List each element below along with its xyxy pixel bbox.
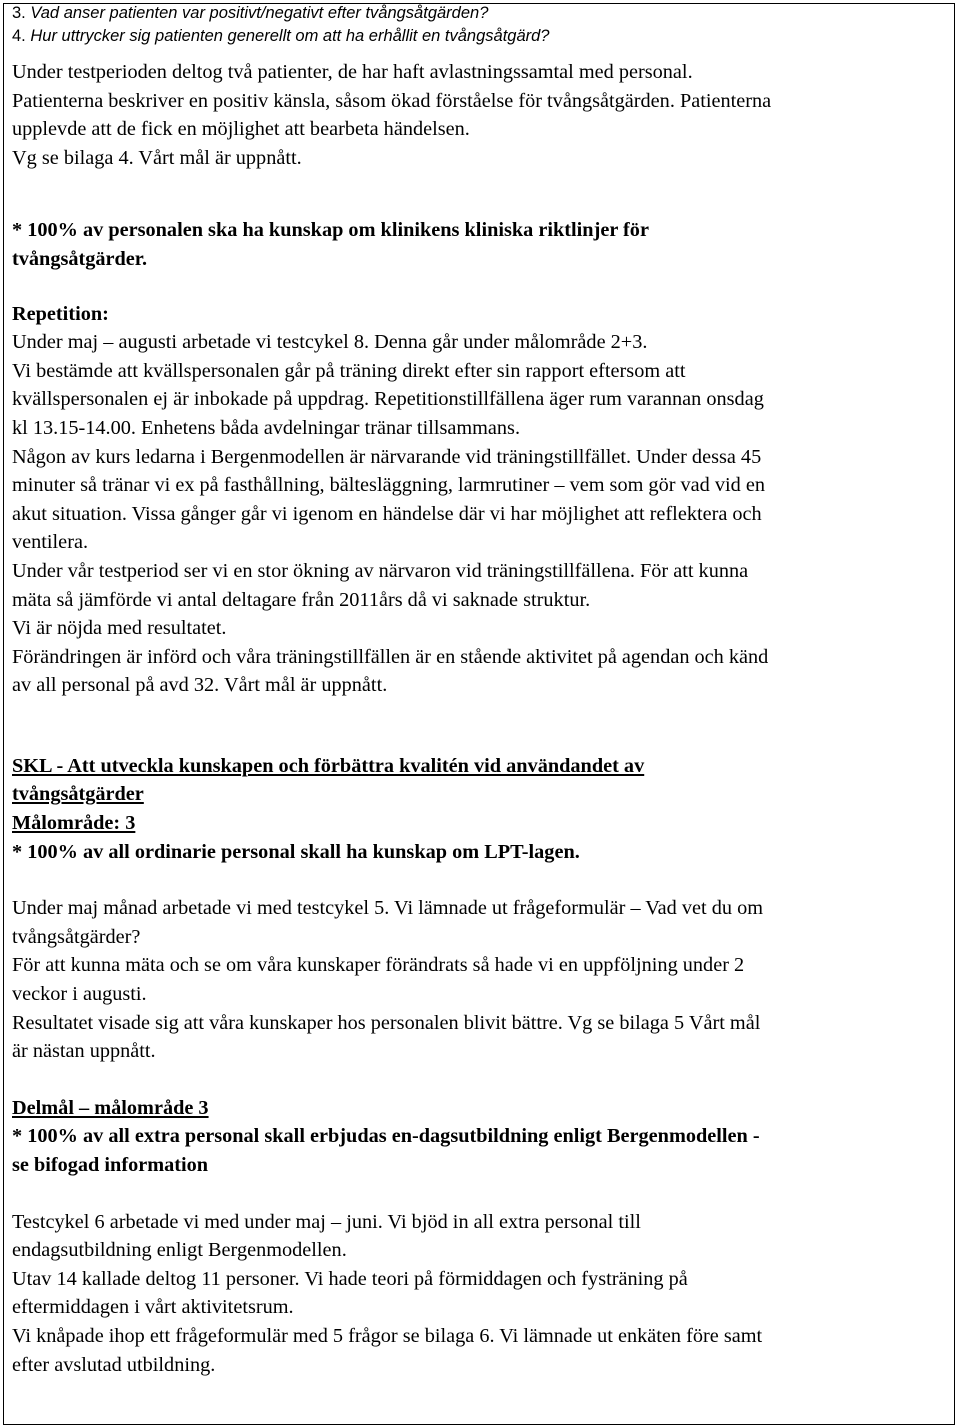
text-line: Resultatet visade sig att våra kunskaper hos personalen blivit bättre. Vg se bilaga 5 Vårt mål [12,1011,761,1034]
text-line: akut situation. Vissa gånger går vi igenom en händelse där vi har möjlighet att reflektera och [12,502,762,525]
text-line: mäta så jämförde vi antal deltagare från 2011års då vi saknade struktur. [12,588,591,611]
text-line: Vi bestämde att kvällspersonalen går på träning direkt efter sin rapport eftersom att [12,359,686,382]
goal-heading [12,216,942,273]
text-line: efter avslutad utbildning. [12,1353,216,1376]
text-line: Under maj månad arbetade vi med testcykel 5. Vi lämnade ut frågeformulär – Vad vet du om [12,897,764,920]
repetition-paragraph [12,328,942,700]
text-line: Under testperioden deltog två patienter, de har haft avlastningssamtal med personal. [12,61,693,83]
text-line: endagsutbildning enligt Bergenmodellen. [12,1239,347,1262]
malomrade-goal: * 100% av all ordinarie personal skall ha kunskap om LPT-lagen. [12,840,580,863]
document-body [12,2,942,1379]
text-line: är nästan uppnått. [12,1040,156,1063]
delmal-paragraph [12,1208,942,1380]
question-list [12,2,942,48]
text-line: Någon av kurs ledarna i Bergenmodellen är närvarande vid träningstillfället. Under dessa 45 [12,445,762,468]
intro-paragraph [12,58,942,172]
text-line: * 100% av personalen ska ha kunskap om klinikens kliniska riktlinjer för [12,219,649,242]
text-line: tvångsåtgärder. [12,247,148,270]
text-line: ventilera. [12,531,89,554]
delmal-goal [12,1122,942,1179]
delmal-heading: Delmål – målområde 3 [12,1096,209,1119]
text-line: Under vår testperiod ser vi en stor ökning av närvaron vid träningstillfällena. För att kunna [12,559,749,582]
text-line: upplevde att de fick en möjlighet att bearbeta händelsen. [12,118,470,141]
text-line: minuter så tränar vi ex på fasthållning, bältesläggning, larmrutiner – vem som gör vad vid en [12,474,766,497]
text-line: av all personal på avd 32. Vårt mål är uppnått. [12,674,388,697]
text-line: kl 13.15-14.00. Enhetens båda avdelningar tränar tillsammans. [12,416,521,439]
text-line: SKL - Att utveckla kunskapen och förbättra kvalitén vid användandet av [12,754,645,777]
text-line: Under maj – augusti arbetade vi testcykel 8. Denna går under målområde 2+3. [12,331,648,354]
text-line: * 100% av all extra personal skall erbjudas en-dagsutbildning enligt Bergenmodellen - [12,1125,760,1148]
text-line: tvångsåtgärder? [12,925,141,948]
text-line: Förändringen är införd och våra träningstillfällen är en stående aktivitet på agendan och känd [12,645,769,668]
text-line: tvångsåtgärder [12,783,144,806]
question-3: 3. Vad anser patienten var positivt/negativt efter tvångsåtgärden? [12,4,489,22]
text-line: kvällspersonalen ej är inbokade på uppdrag. Repetitionstillfällena äger rum varannan onsdag [12,388,764,411]
text-line: Vi knåpade ihop ett frågeformulär med 5 frågor se bilaga 6. Vi lämnade ut enkäten före samt [12,1324,763,1347]
text-line: Vg se bilaga 4. Vårt mål är uppnått. [12,146,302,169]
malomrade-heading: Målområde: 3 [12,812,136,835]
skl-heading [12,752,942,809]
text-line: Patienterna beskriver en positiv känsla, såsom ökad förståelse för tvångsåtgärden. Patienterna [12,89,772,112]
repetition-label: Repetition: [12,302,109,325]
text-line: Vi är nöjda med resultatet. [12,617,227,640]
text-line: se bifogad information [12,1154,209,1176]
question-4: 4. Hur uttrycker sig patienten generellt om att ha erhållit en tvångsåtgärd? [12,27,550,45]
malomrade-paragraph [12,894,942,1066]
text-line: Testcykel 6 arbetade vi med under maj – juni. Vi bjöd in all extra personal till [12,1210,641,1233]
text-line: eftermiddagen i vårt aktivitetsrum. [12,1296,294,1319]
text-line: veckor i augusti. [12,983,147,1006]
text-line: Utav 14 kallade deltog 11 personer. Vi hade teori på förmiddagen och fysträning på [12,1267,688,1290]
text-line: För att kunna mäta och se om våra kunskaper förändrats så hade vi en uppföljning under 2 [12,954,745,977]
